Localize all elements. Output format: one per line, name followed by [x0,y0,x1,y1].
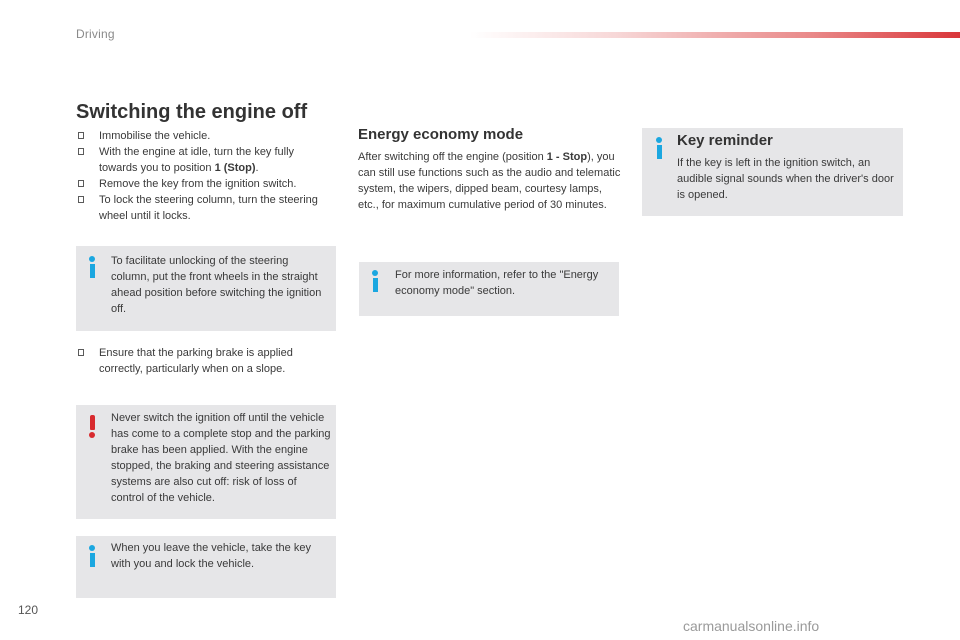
list-item: Remove the key from the ignition switch. [76,176,331,192]
list-item: Immobilise the vehicle. [76,128,331,144]
checkbox-bullet-icon [78,180,84,187]
checkbox-bullet-icon [78,132,84,139]
info-icon [87,256,97,278]
info-panel-leave: When you leave the vehicle, take the key with you and lock the vehicle. [76,536,336,598]
watermark: carmanualsonline.info [683,618,820,634]
info-icon [654,137,664,159]
info-panel-energy: For more information, refer to the "Energy economy mode" section. [359,262,619,316]
key-reminder-panel: Key reminder If the key is left in the ignition switch, an audible signal sounds when the driver's door is opened. [642,128,903,216]
key-reminder-title: Key reminder [677,132,773,149]
energy-economy-title: Energy economy mode [358,126,524,143]
step-list-brake [76,345,331,377]
list-item: Ensure that the parking brake is applied correctly, particularly when on a slope. [76,345,331,377]
warning-icon [87,415,97,437]
info-panel-steering: To facilitate unlocking of the steering column, put the front wheels in the straight ahead position before switching the ignition off. [76,246,336,331]
checkbox-bullet-icon [78,148,84,155]
page-number: 120 [18,603,39,617]
list-item: With the engine at idle, turn the key fully towards you to position 1 (Stop). [76,144,331,176]
info-icon [370,270,380,292]
info-icon [87,545,97,567]
energy-economy-text: After switching off the engine (position 1 - Stop), you can still use functions such as the audio and telematic system, the wipers, dipped beam, courtesy lamps, etc., for maximum cumulative period of 30 minutes. [358,151,621,211]
section-label: Driving [76,27,115,41]
checkbox-bullet-icon [78,349,84,356]
list-item: To lock the steering column, turn the steering wheel until it locks. [76,192,331,224]
checkbox-bullet-icon [78,196,84,203]
page-title: Switching the engine off [76,101,308,123]
warning-panel: Never switch the ignition off until the vehicle has come to a complete stop and the parking brake has been applied. With the engine stopped, the braking and steering assistance systems are also cut off: risk of loss of control of the vehicle. [76,405,336,519]
header-accent-bar [470,32,960,38]
step-list [76,128,331,224]
